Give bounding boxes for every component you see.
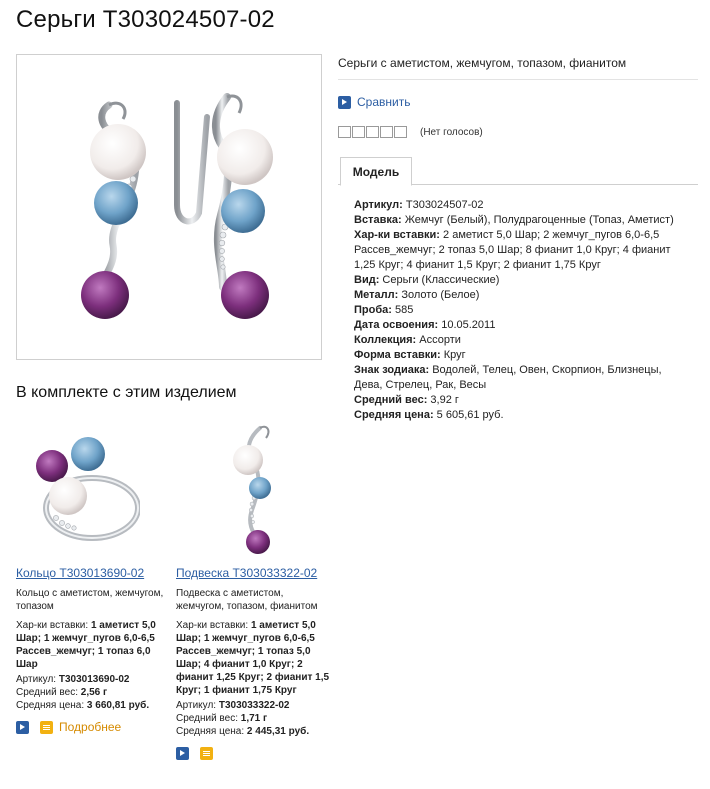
weight-value: 1,71 г xyxy=(240,713,268,724)
ring-image xyxy=(16,418,140,560)
more-link[interactable]: Подробнее xyxy=(59,720,122,734)
spec-key: Вид: xyxy=(354,274,380,286)
chars-label: Хар-ки вставки: xyxy=(176,620,249,631)
price-value: 3 660,81 руб. xyxy=(86,700,150,711)
spec-value: 3,92 г xyxy=(430,394,459,406)
kit-item-link[interactable]: Кольцо Т303013690-02 xyxy=(16,566,145,580)
spec-row xyxy=(354,408,684,423)
spec-value: Ассорти xyxy=(419,334,461,346)
divider xyxy=(338,79,698,80)
spec-list xyxy=(354,198,684,423)
kit-item-chars xyxy=(16,619,166,671)
kit-item-chars xyxy=(176,619,331,697)
spec-value: 585 xyxy=(394,304,414,316)
chars-value: 1 аметист 5,0 Шар; 1 жемчуг_пугов 6,0-6,5 Рассев_жемчуг; 1 топаз 5,0 Шар; 4 фианит 1,0 Круг; 2 фианит 1,25 Круг; 2 фианит 1,5 Круг; 1 фианит 1,75 Круг xyxy=(176,620,330,696)
arrow-right-icon[interactable] xyxy=(16,721,29,734)
kit-item-pendant xyxy=(176,418,331,760)
rating xyxy=(338,126,483,138)
arrow-right-icon[interactable] xyxy=(338,96,351,109)
pendant-image xyxy=(176,418,326,560)
kit-item-actions xyxy=(16,721,166,734)
spec-value: 2 аметист 5,0 Шар; 2 жемчуг_пугов 6,0-6,5 Рассев_жемчуг; 2 топаз 5,0 Шар; 8 фианит 1,0 Круг; 4 фианит 1,25 Круг; 4 фианит 1,5 Круг; 2 фианит 1,75 Круг xyxy=(354,229,671,271)
spec-value: Т303024507-02 xyxy=(405,199,484,211)
spec-key: Дата освоения: xyxy=(354,319,439,331)
tab-bar xyxy=(338,157,698,185)
spec-value: 10.05.2011 xyxy=(441,319,496,331)
spec-row xyxy=(354,333,684,348)
price-label: Средняя цена: xyxy=(176,726,245,737)
spec-key: Средний вес: xyxy=(354,394,428,406)
star-outline-icon[interactable] xyxy=(394,126,407,138)
article-label: Артикул: xyxy=(16,674,57,685)
kit-item-description: Кольцо с аметистом, жемчугом, топазом xyxy=(16,588,164,612)
spec-row xyxy=(354,228,684,273)
product-photo[interactable] xyxy=(16,54,322,360)
chars-label: Хар-ки вставки: xyxy=(16,620,89,631)
spec-row xyxy=(354,363,684,393)
weight-label: Средний вес: xyxy=(16,687,78,698)
star-outline-icon[interactable] xyxy=(352,126,365,138)
spec-row xyxy=(354,273,684,288)
article-label: Артикул: xyxy=(176,700,217,711)
spec-value: Круг xyxy=(443,349,466,361)
spec-key: Артикул: xyxy=(354,199,403,211)
spec-row xyxy=(354,348,684,363)
spec-row xyxy=(354,288,684,303)
spec-key: Вставка: xyxy=(354,214,402,226)
star-outline-icon[interactable] xyxy=(366,126,379,138)
article-value: Т303013690-02 xyxy=(58,674,130,685)
kit-item-ring xyxy=(16,418,166,734)
cart-icon[interactable] xyxy=(200,747,213,760)
spec-key: Хар-ки вставки: xyxy=(354,229,440,241)
kit-item-price xyxy=(16,699,166,712)
votes-count: (Нет голосов) xyxy=(420,126,483,138)
weight-value: 2,56 г xyxy=(80,687,108,698)
spec-row xyxy=(354,393,684,408)
product-info xyxy=(338,54,700,421)
earrings-image xyxy=(17,55,321,359)
kit-item-link[interactable]: Подвеска Т303033322-02 xyxy=(176,566,318,580)
kit-item-actions xyxy=(176,747,331,760)
arrow-right-icon[interactable] xyxy=(176,747,189,760)
price-value: 2 445,31 руб. xyxy=(246,726,310,737)
star-outline-icon[interactable] xyxy=(380,126,393,138)
kit-title: В комплекте с этим изделием xyxy=(16,384,237,401)
spec-row xyxy=(354,303,684,318)
spec-value: Водолей, Телец, Овен, Скорпион, Близнецы, Дева, Стрелец, Рак, Весы xyxy=(354,364,662,391)
cart-icon[interactable] xyxy=(40,721,53,734)
product-subtitle: Серьги с аметистом, жемчугом, топазом, фианитом xyxy=(338,56,627,70)
kit-item-article xyxy=(176,699,331,712)
spec-row xyxy=(354,198,684,213)
spec-key: Металл: xyxy=(354,289,399,301)
kit-item-article xyxy=(16,673,166,686)
spec-key: Средняя цена: xyxy=(354,409,434,421)
spec-key: Форма вставки: xyxy=(354,349,441,361)
spec-value: Золото (Белое) xyxy=(401,289,480,301)
tab-model[interactable]: Модель xyxy=(340,157,412,186)
kit-item-weight xyxy=(16,686,166,699)
kit-item-image[interactable] xyxy=(176,418,331,560)
kit-item-weight xyxy=(176,712,331,725)
compare-link[interactable]: Сравнить xyxy=(357,95,411,109)
weight-label: Средний вес: xyxy=(176,713,238,724)
article-value: Т303033322-02 xyxy=(218,700,290,711)
spec-value: 5 605,61 руб. xyxy=(436,409,504,421)
spec-key: Коллекция: xyxy=(354,334,417,346)
star-outline-icon[interactable] xyxy=(338,126,351,138)
spec-value: Серьги (Классические) xyxy=(382,274,500,286)
chars-value: 1 аметист 5,0 Шар; 1 жемчуг_пугов 6,0-6,5 Рассев_жемчуг; 1 топаз 6,0 Шар xyxy=(16,620,156,670)
spec-row xyxy=(354,213,684,228)
price-label: Средняя цена: xyxy=(16,700,85,711)
spec-value: Жемчуг (Белый), Полудрагоценные (Топаз, Аметист) xyxy=(404,214,674,226)
spec-key: Знак зодиака: xyxy=(354,364,430,376)
kit-item-price xyxy=(176,725,331,738)
kit-item-image[interactable] xyxy=(16,418,166,560)
spec-row xyxy=(354,318,684,333)
spec-key: Проба: xyxy=(354,304,392,316)
page-title: Серьги Т303024507-02 xyxy=(16,6,275,33)
compare-control[interactable] xyxy=(338,95,410,109)
kit-item-description: Подвеска с аметистом, жемчугом, топазом, фианитом xyxy=(176,588,318,612)
